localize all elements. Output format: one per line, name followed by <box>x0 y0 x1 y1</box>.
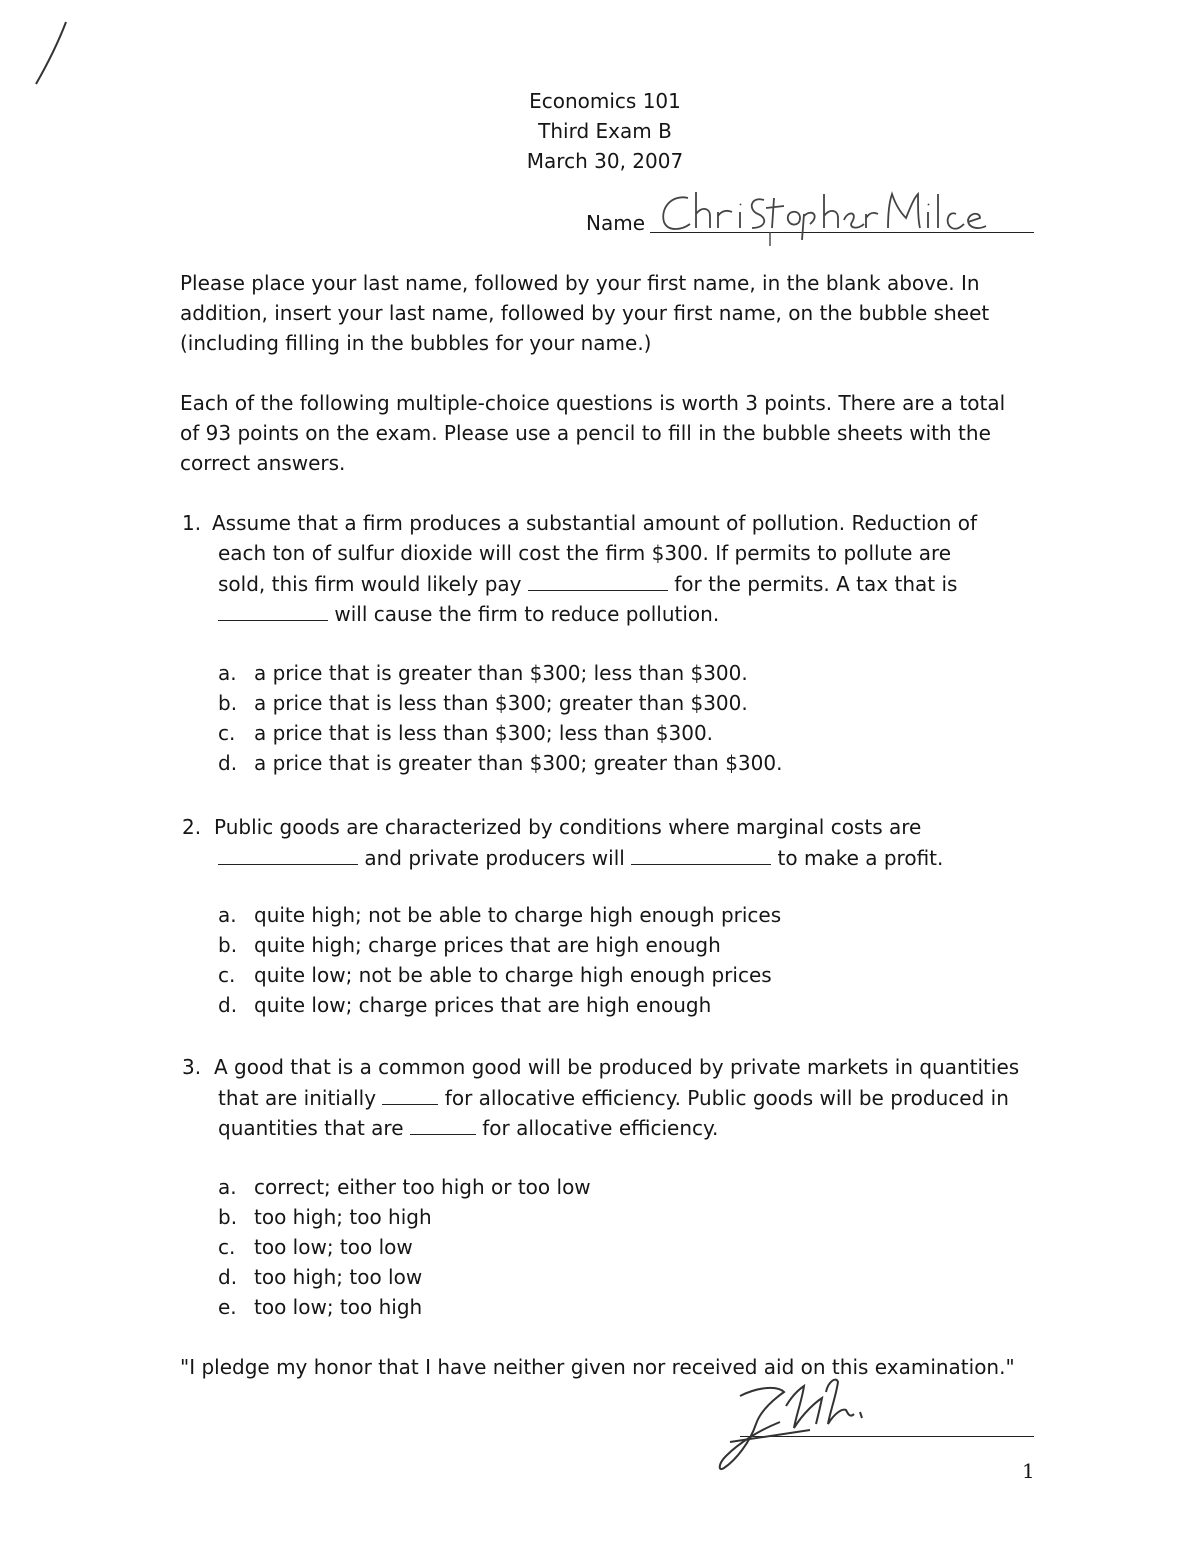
exam-title: Third Exam B <box>538 119 672 143</box>
stem-text: sold, this firm would likely pay <box>218 572 522 596</box>
answer-option-e[interactable] <box>218 1292 422 1322</box>
stem-text: for allocative efficiency. <box>482 1116 719 1140</box>
instruction-line: of 93 points on the exam. Please use a pencil to fill in the bubble sheets with the <box>180 421 991 445</box>
question-stem-line <box>218 842 943 873</box>
stem-text: for the permits. A tax that is <box>674 572 958 596</box>
instruction-line: (including filling in the bubbles for your name.) <box>180 331 652 355</box>
answer-blank <box>631 842 771 865</box>
answer-option-d[interactable] <box>218 1262 422 1292</box>
option-text: a price that is greater than $300; greater than $300. <box>254 751 783 775</box>
option-text: too high; too low <box>254 1265 423 1289</box>
stem-text: that are initially <box>218 1086 377 1110</box>
option-text: correct; either too high or too low <box>254 1175 591 1199</box>
answer-option-c[interactable] <box>218 718 713 748</box>
option-text: quite low; charge prices that are high enough <box>254 993 712 1017</box>
stem-text: for allocative efficiency. Public goods will be produced in <box>444 1086 1009 1110</box>
instruction-line: correct answers. <box>180 451 346 475</box>
option-letter: a. <box>218 661 237 685</box>
answer-blank <box>382 1082 438 1105</box>
option-letter: a. <box>218 1175 237 1199</box>
option-letter: d. <box>218 1265 238 1289</box>
stem-text: to make a profit. <box>777 846 944 870</box>
answer-option-d[interactable] <box>218 990 711 1020</box>
option-letter: b. <box>218 691 238 715</box>
question-stem-line <box>218 1082 1009 1113</box>
option-text: too low; too low <box>254 1235 413 1259</box>
option-letter: c. <box>218 963 236 987</box>
option-letter: c. <box>218 1235 236 1259</box>
stem-text: quantities that are <box>218 1116 404 1140</box>
answer-option-d[interactable] <box>218 748 782 778</box>
answer-option-b[interactable] <box>218 688 748 718</box>
handwritten-signature <box>700 1372 900 1482</box>
handwritten-name <box>652 180 992 260</box>
option-letter: d. <box>218 993 238 1017</box>
answer-blank <box>528 568 668 591</box>
instruction-line: Please place your last name, followed by your first name, in the blank above. In <box>180 271 980 295</box>
option-text: quite high; charge prices that are high enough <box>254 933 721 957</box>
option-text: a price that is less than $300; less than $300. <box>254 721 714 745</box>
answer-blank <box>410 1112 476 1135</box>
option-letter: d. <box>218 751 238 775</box>
option-letter: b. <box>218 933 238 957</box>
option-text: too high; too high <box>254 1205 432 1229</box>
question-stem-line: each ton of sulfur dioxide will cost the firm $300. If permits to pollute are <box>218 541 952 565</box>
page-number: 1 <box>1022 1459 1035 1483</box>
answer-blank <box>218 598 328 621</box>
answer-option-c[interactable] <box>218 1232 413 1262</box>
option-text: quite high; not be able to charge high enough prices <box>254 903 782 927</box>
question-stem-line <box>218 598 719 629</box>
course-title: Economics 101 <box>529 89 681 113</box>
option-text: a price that is less than $300; greater than $300. <box>254 691 748 715</box>
answer-option-c[interactable] <box>218 960 772 990</box>
option-text: a price that is greater than $300; less than $300. <box>254 661 748 685</box>
question-number: 3. <box>182 1055 202 1079</box>
option-letter: a. <box>218 903 237 927</box>
option-text: quite low; not be able to charge high enough prices <box>254 963 772 987</box>
question-stem-line <box>218 568 957 599</box>
question-stem-line: Public goods are characterized by conditions where marginal costs are <box>214 815 922 839</box>
answer-blank <box>218 842 358 865</box>
instruction-line: Each of the following multiple-choice questions is worth 3 points. There are a total <box>180 391 1006 415</box>
pen-stroke-mark <box>30 18 70 88</box>
honor-pledge: "I pledge my honor that I have neither given nor received aid on this examination." <box>180 1355 1015 1379</box>
option-text: too low; too high <box>254 1295 423 1319</box>
option-letter: e. <box>218 1295 237 1319</box>
question-stem-line: Assume that a firm produces a substantial amount of pollution. Reduction of <box>212 511 978 535</box>
answer-option-b[interactable] <box>218 1202 432 1232</box>
question-number: 1. <box>182 511 202 535</box>
instruction-line: addition, insert your last name, followed by your first name, on the bubble sheet <box>180 301 990 325</box>
answer-option-a[interactable] <box>218 1172 591 1202</box>
question-stem-line <box>218 1112 718 1143</box>
question-number: 2. <box>182 815 202 839</box>
option-letter: b. <box>218 1205 238 1229</box>
stem-text: and private producers will <box>364 846 625 870</box>
name-label: Name <box>586 211 646 235</box>
exam-date: March 30, 2007 <box>526 149 684 173</box>
stem-text: will cause the firm to reduce pollution. <box>334 602 720 626</box>
question-stem-line: A good that is a common good will be produced by private markets in quantities <box>214 1055 1020 1079</box>
answer-option-b[interactable] <box>218 930 721 960</box>
answer-option-a[interactable] <box>218 900 781 930</box>
answer-option-a[interactable] <box>218 658 748 688</box>
option-letter: c. <box>218 721 236 745</box>
